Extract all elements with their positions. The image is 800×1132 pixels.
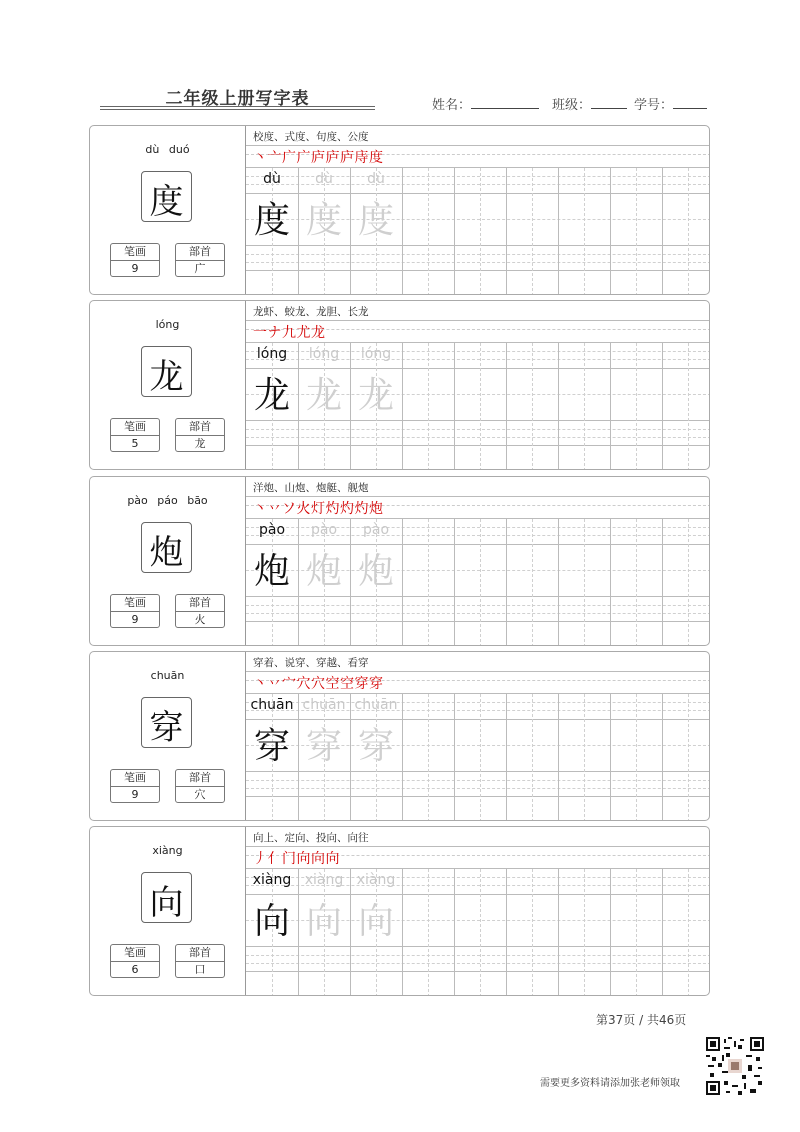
stroke-step: 穿 — [354, 676, 369, 692]
stroke-step: 空 — [325, 676, 340, 692]
radical-label: 部首 — [176, 244, 224, 261]
practice-grid[interactable] — [246, 343, 710, 470]
radical-box — [175, 944, 225, 978]
writing-practice-area — [246, 126, 710, 294]
stroke-step: 九 — [282, 325, 297, 341]
radical-box — [175, 243, 225, 277]
name-field[interactable] — [432, 94, 539, 113]
character-model: 龙 — [253, 375, 290, 416]
qr-code-icon — [706, 1037, 764, 1095]
character-model: 穿 — [253, 726, 290, 767]
stroke-order — [253, 673, 384, 693]
character-info-panel — [90, 301, 246, 469]
character-info-panel — [90, 477, 246, 645]
stroke-step: 一 — [253, 325, 268, 341]
writing-practice-area — [246, 477, 710, 645]
practice-grid[interactable] — [246, 694, 710, 821]
writing-practice-area — [246, 301, 710, 469]
character-trace: 龙 — [357, 375, 394, 416]
class-label: 班级： — [552, 98, 592, 113]
stroke-step: 灼 — [354, 501, 369, 517]
character-trace: 度 — [305, 200, 342, 241]
pinyin-trace: chuān — [302, 697, 346, 713]
character-trace: 向 — [357, 901, 394, 942]
divider — [246, 320, 710, 321]
stroke-count-box — [110, 944, 160, 978]
stroke-count-label: 笔画 — [111, 595, 159, 612]
stroke-step: 空 — [340, 676, 355, 692]
stroke-step: 庐 — [325, 150, 340, 166]
stroke-step: 丿 — [253, 851, 268, 867]
stroke-step: ソ — [282, 501, 297, 517]
stroke-step: 向 — [325, 851, 340, 867]
stroke-step: 宀 — [282, 676, 297, 692]
radical-value: 穴 — [194, 788, 206, 801]
character-info-panel — [90, 827, 246, 995]
pinyin-model: pào — [258, 522, 286, 538]
stroke-step: 穿 — [369, 676, 384, 692]
pinyin-trace: dù — [315, 171, 333, 187]
stroke-step: 火 — [296, 501, 311, 517]
character-box — [141, 171, 192, 222]
worksheet-title: 二年级上册写字表 — [165, 89, 310, 109]
stroke-count-box — [110, 594, 160, 628]
stroke-step: 丶 — [253, 676, 268, 692]
stroke-step: 炮 — [369, 501, 384, 517]
stroke-step: 丶 — [253, 501, 268, 517]
title-underline-2 — [100, 109, 375, 110]
stroke-count-value: 9 — [131, 262, 139, 275]
stroke-step: 度 — [369, 150, 384, 166]
stroke-step: 广 — [282, 150, 297, 166]
stroke-step: 庤 — [354, 150, 369, 166]
footer-note: 需要更多资料请添加张老师领取 — [540, 1078, 680, 1089]
pinyin-model: lóng — [256, 346, 288, 362]
practice-grid[interactable] — [246, 869, 710, 996]
character-model: 度 — [253, 200, 290, 241]
character-trace: 穿 — [305, 726, 342, 767]
stroke-step: 丶 — [253, 150, 268, 166]
divider — [246, 671, 710, 672]
stroke-step: 门 — [282, 851, 297, 867]
pinyin-model: dù — [263, 171, 281, 187]
stroke-step: 向 — [311, 851, 326, 867]
stroke-count-value: 6 — [131, 963, 139, 976]
stroke-order — [253, 848, 340, 868]
stroke-count-box — [110, 418, 160, 452]
radical-label: 部首 — [176, 595, 224, 612]
character-glyph: 度 — [149, 182, 184, 222]
student-id-blank[interactable] — [673, 96, 707, 109]
character-card — [89, 476, 710, 646]
character-pinyin: lóng — [155, 318, 180, 331]
radical-box — [175, 769, 225, 803]
stroke-step: 丷 — [267, 676, 282, 692]
stroke-count-label: 笔画 — [111, 244, 159, 261]
stroke-step: 穴 — [311, 676, 326, 692]
stroke-step: 丷 — [267, 501, 282, 517]
radical-value: 火 — [194, 613, 206, 626]
radical-box — [175, 594, 225, 628]
character-card — [89, 300, 710, 470]
character-box — [141, 522, 192, 573]
pinyin-trace: pào — [310, 522, 338, 538]
character-model: 炮 — [253, 551, 290, 592]
example-words: 穿着、说穿、穿越、看穿 — [253, 657, 369, 669]
character-pinyin: dù duó — [145, 143, 190, 156]
stroke-count-value: 5 — [131, 437, 139, 450]
practice-grid[interactable] — [246, 168, 710, 295]
writing-practice-area — [246, 827, 710, 995]
stroke-step: 灼 — [340, 501, 355, 517]
stroke-count-label: 笔画 — [111, 945, 159, 962]
character-card — [89, 826, 710, 996]
radical-label: 部首 — [176, 770, 224, 787]
character-trace: 度 — [357, 200, 394, 241]
pinyin-trace: lóng — [308, 346, 340, 362]
practice-grid[interactable] — [246, 519, 710, 646]
pinyin-trace: dù — [367, 171, 385, 187]
character-glyph: 龙 — [149, 357, 184, 397]
stroke-count-box — [110, 769, 160, 803]
stroke-step: 龙 — [311, 325, 326, 341]
character-trace: 炮 — [305, 551, 342, 592]
stroke-step: 亠 — [267, 150, 282, 166]
pinyin-trace: chuān — [354, 697, 398, 713]
example-words: 向上、定向、投向、向往 — [253, 832, 369, 844]
stroke-step: 灼 — [325, 501, 340, 517]
character-box — [141, 872, 192, 923]
stroke-count-label: 笔画 — [111, 419, 159, 436]
character-info-panel — [90, 652, 246, 820]
stroke-step: 亻 — [267, 851, 282, 867]
radical-label: 部首 — [176, 945, 224, 962]
character-trace: 穿 — [357, 726, 394, 767]
student-id-field[interactable] — [634, 94, 707, 113]
character-pinyin: pào páo bāo — [127, 494, 208, 507]
character-trace: 向 — [305, 901, 342, 942]
radical-value: 广 — [194, 262, 206, 275]
stroke-step: 广 — [296, 150, 311, 166]
character-glyph: 向 — [149, 883, 184, 923]
stroke-step: 穴 — [296, 676, 311, 692]
example-words: 龙虾、蛟龙、龙胆、长龙 — [253, 306, 369, 318]
character-box — [141, 346, 192, 397]
stroke-order — [253, 322, 326, 342]
example-words: 洋炮、山炮、炮艇、舰炮 — [253, 482, 369, 494]
stroke-count-label: 笔画 — [111, 770, 159, 787]
example-words: 校度、式度、句度、公度 — [253, 131, 369, 143]
class-field[interactable] — [552, 94, 627, 113]
pinyin-model: chuān — [250, 697, 294, 713]
pinyin-trace: lóng — [360, 346, 392, 362]
divider — [246, 846, 710, 847]
stroke-step: 庐 — [340, 150, 355, 166]
title-underline — [100, 106, 375, 107]
radical-label: 部首 — [176, 419, 224, 436]
pinyin-model: xiàng — [252, 872, 292, 888]
stroke-count-box — [110, 243, 160, 277]
character-pinyin: chuān — [150, 669, 185, 682]
stroke-order — [253, 498, 384, 518]
character-glyph: 炮 — [149, 533, 184, 573]
radical-box — [175, 418, 225, 452]
character-pinyin: xiàng — [152, 844, 183, 857]
character-trace: 炮 — [357, 551, 394, 592]
character-glyph: 穿 — [149, 708, 184, 748]
class-blank[interactable] — [591, 96, 627, 109]
radical-value: 龙 — [194, 437, 206, 450]
character-model: 向 — [253, 901, 290, 942]
character-card — [89, 651, 710, 821]
page-info: 第37页 / 共46页 — [596, 1013, 687, 1027]
character-card — [89, 125, 710, 295]
name-label: 姓名： — [432, 98, 472, 113]
pinyin-trace: xiàng — [304, 872, 344, 888]
character-box — [141, 697, 192, 748]
pinyin-trace: pào — [362, 522, 390, 538]
radical-value: 口 — [194, 963, 206, 976]
stroke-count-value: 9 — [131, 613, 139, 626]
stroke-order — [253, 147, 384, 167]
divider — [246, 145, 710, 146]
stroke-step: ナ — [267, 325, 282, 341]
writing-practice-area — [246, 652, 710, 820]
student-id-label: 学号： — [634, 98, 674, 113]
character-info-panel — [90, 126, 246, 294]
stroke-step: 灯 — [311, 501, 326, 517]
pinyin-trace: xiàng — [356, 872, 396, 888]
stroke-step: 庐 — [311, 150, 326, 166]
stroke-step: 尤 — [296, 325, 311, 341]
name-blank[interactable] — [471, 96, 539, 109]
divider — [246, 496, 710, 497]
character-trace: 龙 — [305, 375, 342, 416]
stroke-count-value: 9 — [131, 788, 139, 801]
stroke-step: 向 — [296, 851, 311, 867]
